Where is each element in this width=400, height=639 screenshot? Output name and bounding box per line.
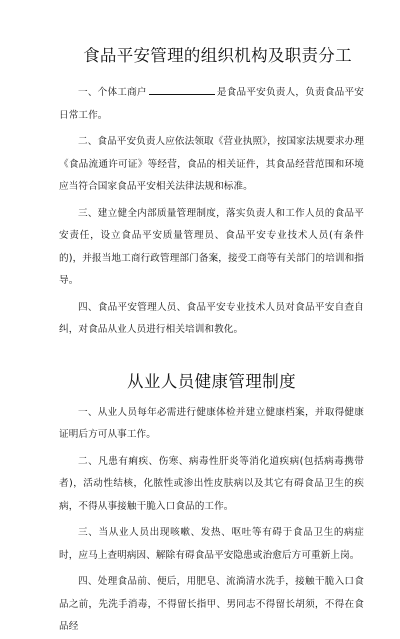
paragraph-4: 四、食品平安管理人员、食品平安专业技术人员对食品平安自查自纠，对食品从业人员进行相关培训和教化。	[59, 301, 364, 335]
section-health-management	[59, 402, 364, 639]
paragraph-1	[59, 82, 364, 127]
health-paragraph-3: 三、当从业人员出现咳嗽、发热、呕吐等有碍于食品卫生的病症时，应马上查明病因、解除有碍食品平安隐患或治愈后方可重新上岗。	[59, 527, 364, 561]
paragraph-1-start: 一、个体工商户	[78, 87, 147, 98]
section-organization-duties	[59, 82, 364, 342]
fill-in-blank-line	[149, 85, 215, 95]
health-paragraph-2: 二、凡患有痢疾、伤寒、病毒性肝炎等消化道疾病(包括病毒携带者)，活动性结核，化脓性或渗出性皮肤病以及其它有碍食品卫生的疾病，不得从事接触干脆入口食品的工作。	[59, 455, 364, 512]
paragraph-3: 三、建立健全内部质量管理制度，落实负责人和工作人员的食品平安责任，设立食品平安质量管理员、食品平安专业技术人员(有条件的)，并报当地工商行政管理部门备案，接受工商等有关部门的培训和指导。	[59, 207, 364, 286]
document-title: 食品平安管理的组织机构及职责分工	[83, 46, 352, 65]
paragraph-1-end: 是食品平安负责人，负责食品平安日常工作。	[59, 87, 365, 121]
health-paragraph-4: 四、处理食品前、便后，用肥皂、流淌清水洗手，接触干脆入口食品之前，先洗手消毒，不得留长指甲、男同志不得留长胡须，不得在食品经	[59, 576, 364, 632]
section-title-health-management: 从业人员健康管理制度	[127, 371, 296, 391]
paragraph-2: 二、食品平安负责人应依法领取《营业执照》，按国家法规要求办理《食品流通许可证》等经营，食品的相关证件，其食品经营范围和环境应当符合国家食品平安相关法律法规和标准。	[59, 136, 365, 192]
health-paragraph-1: 一、从业人员每年必需进行健康体检并建立健康档案，并取得健康证明后方可从事工作。	[59, 406, 364, 440]
